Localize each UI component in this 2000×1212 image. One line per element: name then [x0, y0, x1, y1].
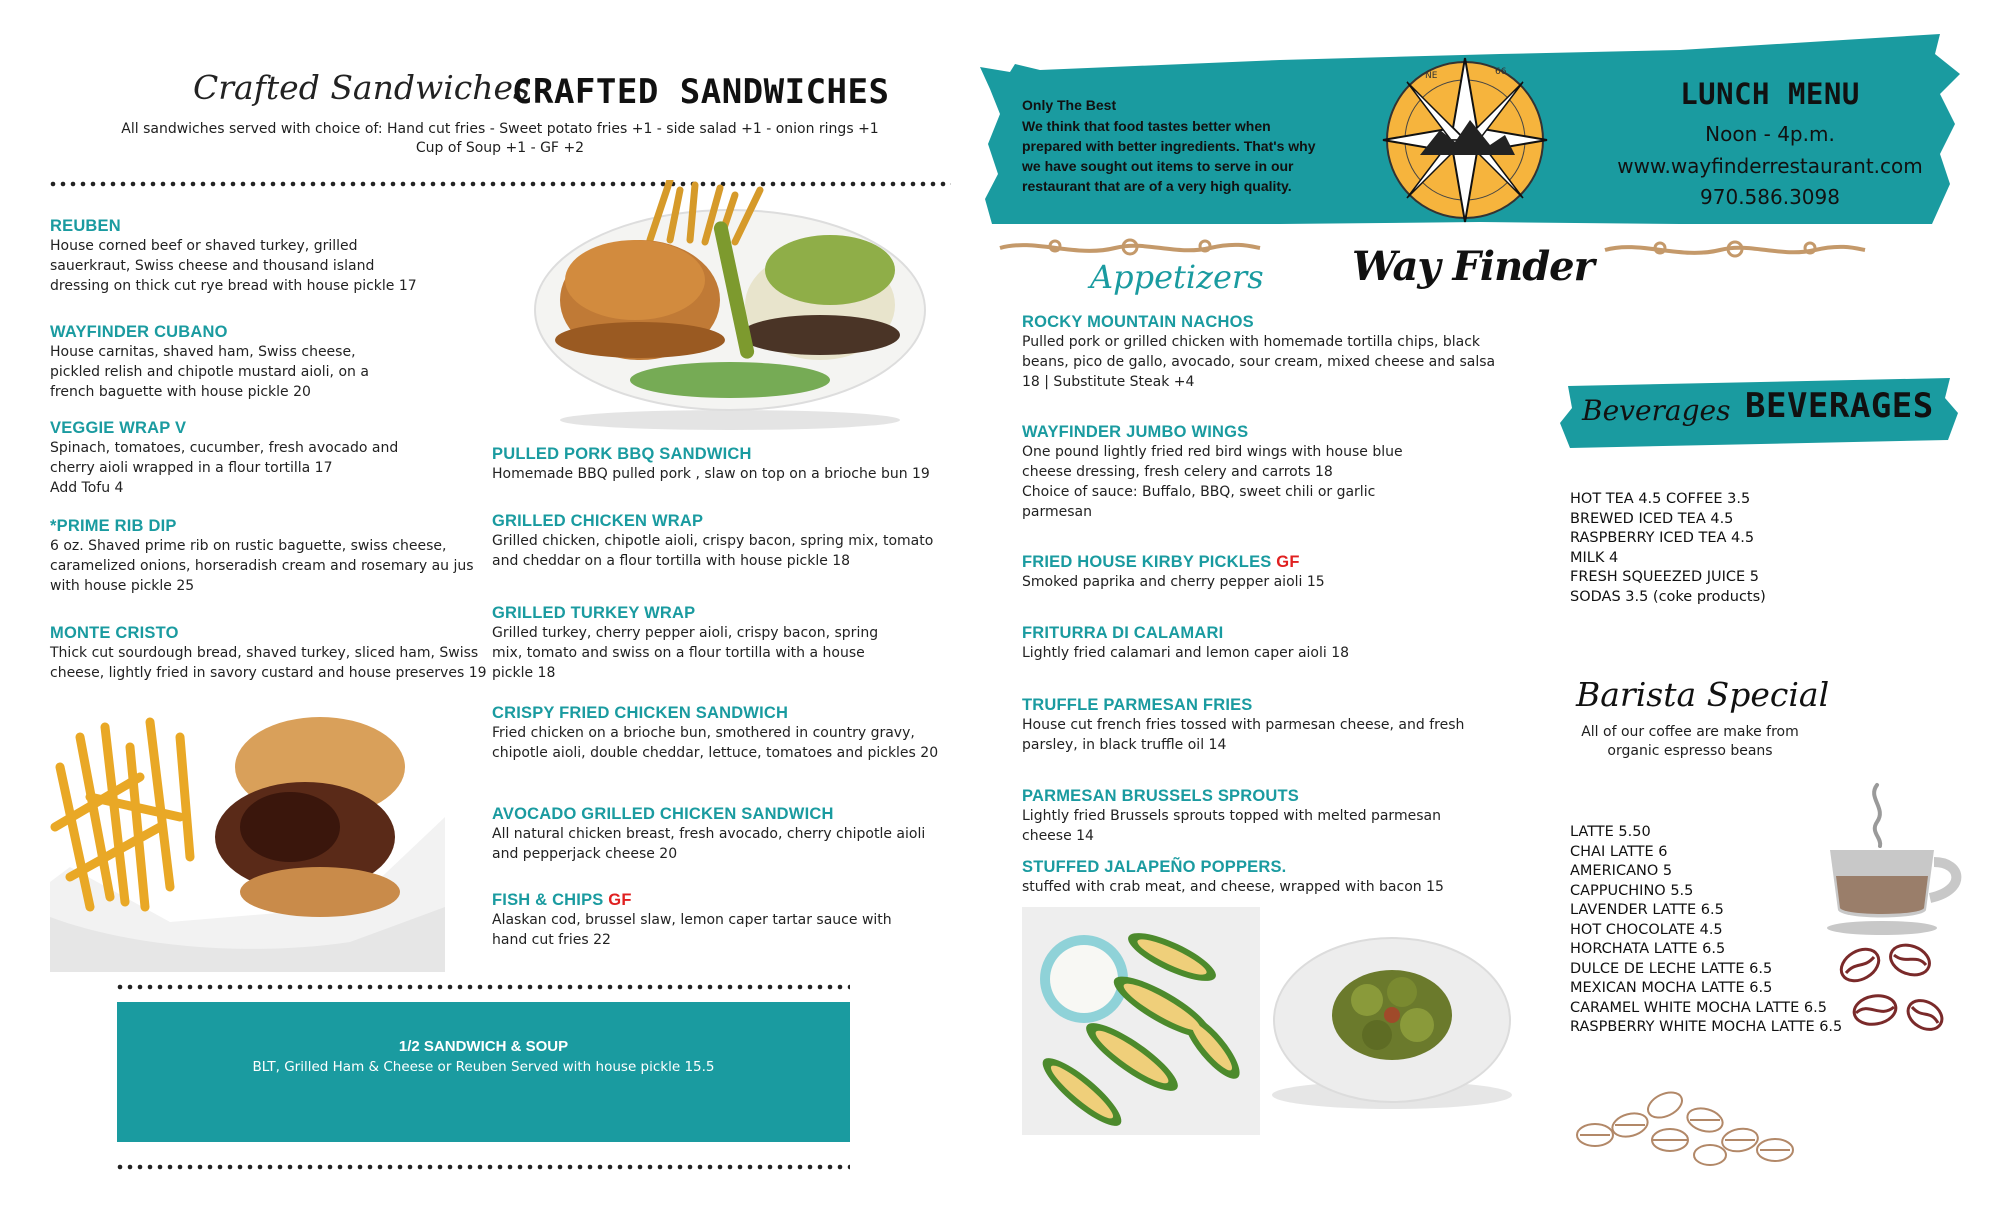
appetizer-item: [1022, 624, 1349, 663]
list-item: LAVENDER LATTE 6.5: [1570, 902, 1724, 918]
sandwich-item: [50, 217, 417, 296]
jalapeno-poppers-photo: [1022, 907, 1260, 1135]
special-dotted-top: [115, 984, 850, 990]
compass-mark-66: 66: [1495, 67, 1507, 77]
gf-badge: GF: [608, 891, 632, 909]
special-title: 1/2 SANDWICH & SOUP: [398, 1038, 569, 1055]
item-title: PULLED PORK BBQ SANDWICH: [492, 445, 752, 463]
sandwich-item: [492, 512, 933, 571]
item-description: Spinach, tomatoes, cucumber, fresh avocado and cherry aioli wrapped in a flour tortilla 17 Add Tofu 4: [50, 440, 399, 496]
appetizer-item: [1022, 787, 1441, 846]
phone-text: 970.586.3098: [1700, 185, 1840, 209]
banner-heading: Only The Best: [1022, 97, 1117, 113]
item-description: Pulled pork or grilled chicken with homemade tortilla chips, black beans, pico de gallo, avocado, sour cream, mixed cheese and salsa 18 | Substitute Steak +4: [1022, 334, 1496, 390]
bbq-sandwich-photo: [50, 707, 445, 972]
item-description: Thick cut sourdough bread, shaved turkey, sliced ham, Swiss cheese, lightly fried in savory custard and house preserves 19: [50, 645, 487, 681]
banner-text: We think that food tastes better when prepared with better ingredients. That's why we have sought out items to serve in our restaurant that are of a very high quality.: [1022, 118, 1316, 194]
item-title: ROCKY MOUNTAIN NACHOS: [1022, 313, 1254, 331]
list-item: BREWED ICED TEA 4.5: [1570, 510, 1734, 527]
item-description: Fried chicken on a brioche bun, smothered in country gravy, chipotle aioli, double cheddar, lettuce, tomatoes and pickles 20: [492, 725, 939, 761]
item-description: Grilled turkey, cherry pepper aioli, crispy bacon, spring mix, tomato and swiss on a flour tortilla with a house pickle 18: [492, 625, 879, 681]
wayfinder-logo: Way Finder: [1352, 243, 1594, 290]
sandwich-item: [492, 805, 925, 864]
website-text: www.wayfinderrestaurant.com: [1617, 154, 1923, 178]
item-description: 6 oz. Shaved prime rib on rustic baguette, swiss cheese, caramelized onions, horseradish cream and rosemary au jus with house pickle 25: [50, 538, 474, 594]
item-title: [492, 891, 892, 910]
list-item: DULCE DE LECHE LATTE 6.5: [1570, 960, 1773, 977]
list-item: HORCHATA LATTE 6.5: [1570, 941, 1726, 957]
list-item: RASPBERRY ICED TEA 4.5: [1570, 530, 1755, 546]
item-description: House corned beef or shaved turkey, grilled sauerkraut, Swiss cheese and thousand island dressing on thick cut rye bread with house pickle 17: [50, 238, 417, 294]
item-title: WAYFINDER CUBANO: [50, 323, 228, 341]
list-item: AMERICANO 5: [1570, 863, 1673, 879]
item-title: TRUFFLE PARMESAN FRIES: [1022, 696, 1253, 714]
ornament-divider-right: [1600, 236, 1870, 264]
item-description: House cut french fries tossed with parmesan cheese, and fresh parsley, in black truffle oil 14: [1022, 717, 1465, 753]
list-item: CARAMEL WHITE MOCHA LATTE 6.5: [1570, 999, 1827, 1016]
beverages-title: BEVERAGES: [1745, 386, 1934, 426]
half-sandwich-soup-box: [117, 1002, 850, 1142]
list-item: LATTE 5.50: [1570, 824, 1651, 840]
item-title: MONTE CRISTO: [50, 624, 179, 642]
compass-logo-icon: [1365, 50, 1565, 240]
lunch-menu-title: LUNCH MENU: [1680, 77, 1860, 111]
hours-text: Noon - 4p.m.: [1705, 122, 1835, 146]
appetizer-item: [1022, 313, 1495, 392]
brussels-sprouts-photo: [1262, 930, 1522, 1120]
compass-mark-ne: NE: [1425, 71, 1438, 81]
item-title-text: FISH & CHIPS: [492, 891, 604, 909]
sandwiches-script-title: Crafted Sandwiches: [193, 68, 530, 107]
sandwich-item: [50, 323, 369, 402]
sandwich-item: [50, 624, 487, 683]
gf-badge: GF: [1276, 553, 1300, 571]
burger-photo: [530, 180, 930, 430]
item-description: Lightly fried calamari and lemon caper aioli 18: [1022, 645, 1350, 661]
item-description: Homemade BBQ pulled pork , slaw on top on a brioche bun 19: [492, 466, 930, 482]
item-title: WAYFINDER JUMBO WINGS: [1022, 423, 1249, 441]
sandwiches-note-line2: Cup of Soup +1 - GF +2: [415, 140, 585, 156]
sandwich-item: [50, 419, 398, 498]
sandwiches-title: CRAFTED SANDWICHES: [512, 72, 890, 112]
beverages-script-title: Beverages: [1582, 394, 1731, 427]
barista-note-line1: All of our coffee are make from: [1581, 724, 1799, 740]
item-title: VEGGIE WRAP V: [50, 419, 187, 437]
item-description: Alaskan cod, brussel slaw, lemon caper tartar sauce with hand cut fries 22: [492, 912, 892, 948]
item-title: PARMESAN BRUSSELS SPROUTS: [1022, 787, 1299, 805]
list-item: CAPPUCHINO 5.5: [1570, 882, 1694, 899]
sandwiches-note-line1: All sandwiches served with choice of: Hand cut fries - Sweet potato fries +1 - side salad +1 - onion rings +1: [121, 121, 879, 137]
list-item: MEXICAN MOCHA LATTE 6.5: [1570, 980, 1773, 996]
coffee-beans-icon: [1830, 935, 1950, 1045]
appetizers-script-title: Appetizers: [1090, 258, 1264, 296]
appetizer-item: [1022, 553, 1325, 592]
coffee-list: [1570, 823, 1842, 1038]
list-item: HOT CHOCOLATE 4.5: [1570, 921, 1723, 938]
item-description: One pound lightly fried red bird wings with house blue cheese dressing, fresh celery and carrots 18 Choice of sauce: Buffalo, BBQ, sweet chili or garlic parmesan: [1022, 444, 1403, 520]
coffee-cup-icon: [1822, 780, 1972, 940]
item-title: CRISPY FRIED CHICKEN SANDWICH: [492, 704, 789, 722]
barista-note-line2: organic espresso beans: [1607, 743, 1773, 759]
item-description: House carnitas, shaved ham, Swiss cheese, pickled relish and chipotle mustard aioli, on a french baguette with house pickle 20: [50, 344, 369, 400]
item-title: STUFFED JALAPEÑO POPPERS.: [1022, 858, 1287, 876]
list-item: CHAI LATTE 6: [1570, 843, 1668, 860]
beverages-list: [1570, 490, 1766, 607]
item-title: AVOCADO GRILLED CHICKEN SANDWICH: [492, 805, 834, 823]
item-description: Grilled chicken, chipotle aioli, crispy bacon, spring mix, tomato and cheddar on a flour tortilla with house pickle 18: [492, 533, 934, 569]
special-description: BLT, Grilled Ham & Cheese or Reuben Served with house pickle 15.5: [252, 1059, 715, 1075]
list-item: MILK 4: [1570, 549, 1619, 566]
item-title: GRILLED TURKEY WRAP: [492, 604, 696, 622]
list-item: RASPBERRY WHITE MOCHA LATTE 6.5: [1570, 1019, 1843, 1035]
sandwich-item: [50, 517, 474, 596]
item-title-text: FRIED HOUSE KIRBY PICKLES: [1022, 553, 1272, 571]
item-description: All natural chicken breast, fresh avocado, cherry chipotle aioli and pepperjack cheese 20: [492, 826, 926, 862]
appetizer-item: [1022, 696, 1464, 755]
special-dotted-bottom: [115, 1164, 850, 1170]
barista-script-title: Barista Special: [1576, 675, 1830, 714]
sandwich-item: [492, 604, 878, 683]
sandwich-item: [492, 891, 892, 950]
item-description: stuffed with crab meat, and cheese, wrapped with bacon 15: [1022, 879, 1444, 895]
item-title: FRITURRA DI CALAMARI: [1022, 624, 1224, 642]
sandwich-item: [492, 445, 930, 484]
coffee-bean-sketch-icon: [1570, 1080, 1820, 1170]
item-title: [1022, 553, 1325, 572]
list-item: SODAS 3.5 (coke products): [1570, 588, 1766, 605]
appetizer-item: [1022, 858, 1444, 897]
appetizer-item: [1022, 423, 1403, 522]
item-title: REUBEN: [50, 217, 121, 235]
item-title: *PRIME RIB DIP: [50, 517, 177, 535]
item-description: Smoked paprika and cherry pepper aioli 15: [1022, 574, 1325, 590]
item-title: GRILLED CHICKEN WRAP: [492, 512, 704, 530]
list-item: HOT TEA 4.5 COFFEE 3.5: [1570, 491, 1751, 507]
list-item: FRESH SQUEEZED JUICE 5: [1570, 569, 1760, 585]
item-description: Lightly fried Brussels sprouts topped with melted parmesan cheese 14: [1022, 808, 1441, 844]
sandwich-item: [492, 704, 938, 763]
